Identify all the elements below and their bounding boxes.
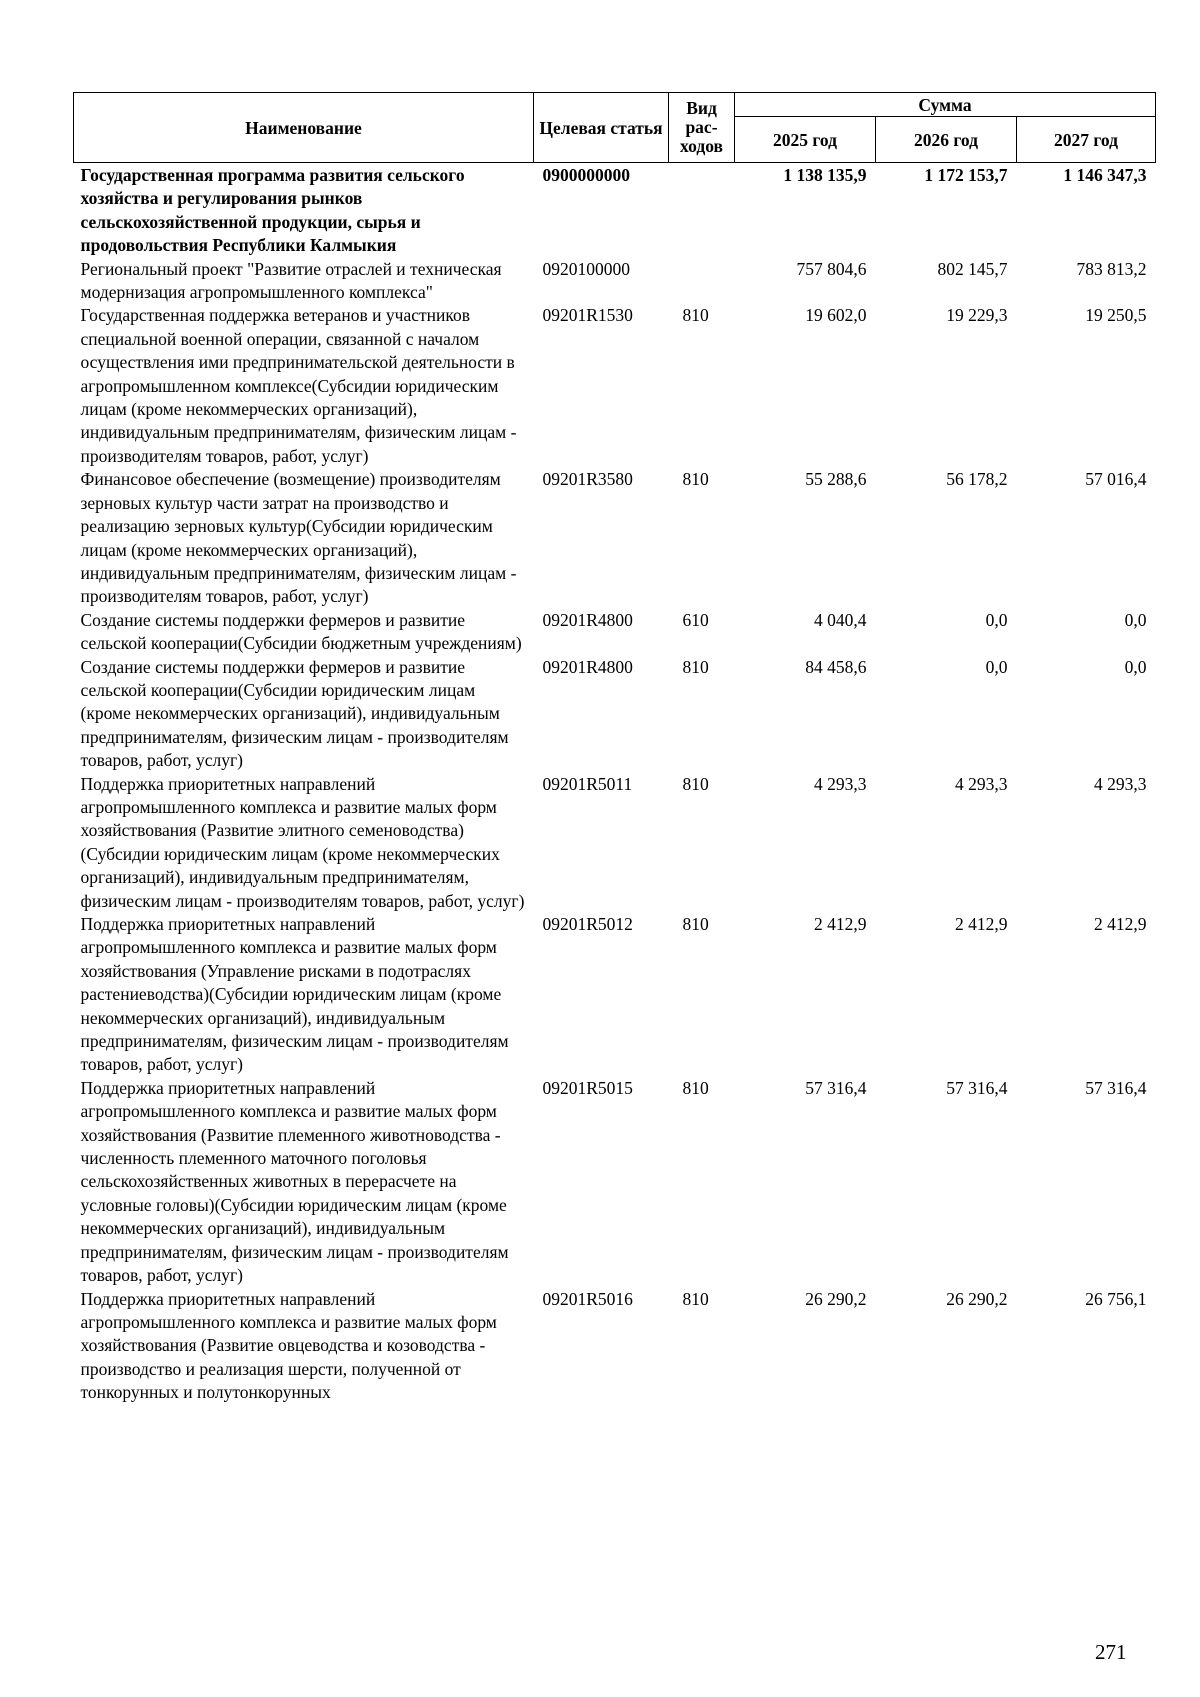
row-amount-2027: 0,0 xyxy=(1124,656,1147,677)
row-target-article: 09201R5011 xyxy=(542,773,633,794)
row-name: Поддержка приоритетных направлений агропромышленного комплекса и развитие малых форм хозяйствования (Развитие племенного животноводства - численность племенного маточного поголовья сельскохозяйственных животных в перерасчете на условные головы)(Субсидии юридическим лицам (кроме некоммерческих организаций), индивидуальным предпринимателям, физическим лицам - производителям товаров, работ, услуг) xyxy=(80,1077,509,1286)
table-header xyxy=(74,93,1156,163)
row-expense-type xyxy=(669,163,735,258)
row-name: Создание системы поддержки фермеров и развитие сельской кооперации(Субсидии юридическим лицам (кроме некоммерческих организаций), индивидуальным предпринимателям, физическим лицам - производителям товаров, работ, услуг) xyxy=(80,656,509,771)
row-name: Поддержка приоритетных направлений агропромышленного комплекса и развитие малых форм хозяйствования (Развитие овцеводства и козоводства - производство и реализация шерсти, полученной от тонкорунных и полутонкорунных xyxy=(80,1288,497,1403)
row-target-article: 09201R4800 xyxy=(542,609,633,630)
table-row xyxy=(74,304,1156,468)
table-row xyxy=(74,163,1156,258)
row-target-article: 0920100000 xyxy=(542,258,630,279)
row-amount-2027: 0,0 xyxy=(1124,609,1147,630)
row-expense-type: 810 xyxy=(682,773,709,794)
table-body xyxy=(74,163,1156,1405)
row-amount-2025: 2 412,9 xyxy=(814,914,867,934)
table-row xyxy=(74,258,1156,305)
row-target-article: 09201R3580 xyxy=(542,469,633,490)
row-expense-type: 810 xyxy=(682,1288,709,1309)
row-expense-type: 810 xyxy=(682,656,709,677)
row-name: Финансовое обеспечение (возмещение) производителям зерновых культур части затрат на производство и реализацию зерновых культур(Субсидии юридическим лицам (кроме некоммерческих организаций), индивидуальным предпринимателям, физическим лицам - производителям товаров, работ, услуг) xyxy=(80,469,517,607)
row-amount-2025: 55 288,6 xyxy=(805,469,867,490)
row-amount-2027: 2 412,9 xyxy=(1094,914,1147,934)
header-year-2026: 2026 год xyxy=(876,117,1017,163)
row-expense-type: 810 xyxy=(682,469,709,490)
row-amount-2026: 2 412,9 xyxy=(955,914,1008,934)
row-target-article: 0900000000 xyxy=(542,165,630,185)
header-year-2025: 2025 год xyxy=(735,117,876,163)
budget-table xyxy=(73,92,1156,1405)
row-expense-type: 810 xyxy=(682,305,709,326)
row-target-article: 09201R5016 xyxy=(542,1288,633,1309)
row-amount-2025: 1 138 135,9 xyxy=(783,165,867,185)
row-expense-type: 610 xyxy=(682,609,709,630)
row-amount-2025: 757 804,6 xyxy=(796,258,867,279)
row-amount-2026: 0,0 xyxy=(985,609,1008,630)
row-amount-2025: 26 290,2 xyxy=(805,1288,867,1309)
header-year-2027: 2027 год xyxy=(1017,117,1156,163)
row-amount-2026: 802 145,7 xyxy=(937,258,1008,279)
row-name: Поддержка приоритетных направлений агропромышленного комплекса и развитие малых форм хозяйствования (Управление рисками в подотраслях растениеводства)(Субсидии юридическим лицам (кроме некоммерческих организаций), индивидуальным предпринимателям, физическим лицам - производителям товаров, работ, услуг) xyxy=(80,914,509,1075)
row-amount-2026: 1 172 153,7 xyxy=(924,165,1008,185)
row-amount-2027: 57 016,4 xyxy=(1085,469,1147,490)
row-expense-type: 810 xyxy=(682,914,709,934)
row-amount-2025: 57 316,4 xyxy=(805,1077,867,1098)
header-name: Наименование xyxy=(74,93,534,163)
row-name: Региональный проект "Развитие отраслей и техническая модернизация агропромышленного комплекса" xyxy=(80,258,502,303)
row-target-article: 09201R4800 xyxy=(542,656,633,677)
row-amount-2027: 26 756,1 xyxy=(1085,1288,1147,1309)
row-expense-type xyxy=(669,258,735,305)
row-amount-2026: 26 290,2 xyxy=(946,1288,1008,1309)
table-row xyxy=(74,656,1156,773)
row-expense-type: 810 xyxy=(682,1077,709,1098)
table-row xyxy=(74,773,1156,913)
row-target-article: 09201R5015 xyxy=(542,1077,633,1098)
row-amount-2027: 57 316,4 xyxy=(1085,1077,1147,1098)
row-amount-2027: 783 813,2 xyxy=(1076,258,1147,279)
table-row xyxy=(74,1077,1156,1288)
row-amount-2026: 4 293,3 xyxy=(955,773,1008,794)
header-sum: Сумма xyxy=(735,93,1156,117)
row-amount-2027: 4 293,3 xyxy=(1094,773,1147,794)
row-name: Государственная поддержка ветеранов и участников специальной военной операции, связанной с началом осуществления ими предпринимательской деятельности в агропромышленном комплексе(Субсидии юридическим лицам (кроме некоммерческих организаций), индивидуальным предпринимателям, физическим лицам - производителям товаров, работ, услуг) xyxy=(80,305,517,466)
table-row xyxy=(74,468,1156,608)
row-amount-2025: 19 602,0 xyxy=(805,305,867,326)
table-row xyxy=(74,1288,1156,1405)
row-target-article: 09201R5012 xyxy=(542,914,633,934)
row-amount-2025: 4 293,3 xyxy=(814,773,867,794)
header-code: Целевая статья xyxy=(534,93,669,163)
row-name: Поддержка приоритетных направлений агропромышленного комплекса и развитие малых форм хозяйствования (Развитие элитного семеноводства)(Субсидии юридическим лицам (кроме некоммерческих организаций), индивидуальным предпринимателям, физическим лицам - производителям товаров, работ, услуг) xyxy=(80,773,525,911)
row-amount-2026: 57 316,4 xyxy=(946,1077,1008,1098)
page-number: 271 xyxy=(1095,1640,1127,1664)
row-name: Создание системы поддержки фермеров и развитие сельской кооперации(Субсидии бюджетным учреждениям) xyxy=(80,609,522,654)
row-amount-2027: 1 146 347,3 xyxy=(1063,165,1147,185)
row-amount-2025: 4 040,4 xyxy=(814,609,867,630)
row-amount-2025: 84 458,6 xyxy=(805,656,867,677)
table-row xyxy=(74,609,1156,656)
row-name: Государственная программа развития сельского хозяйства и регулирования рынков сельскохозяйственной продукции, сырья и продовольствия Республики Калмыкия xyxy=(80,165,465,256)
row-amount-2026: 0,0 xyxy=(985,656,1008,677)
row-amount-2026: 19 229,3 xyxy=(946,305,1008,326)
row-amount-2026: 56 178,2 xyxy=(946,469,1008,490)
table-row xyxy=(74,913,1156,1077)
row-amount-2027: 19 250,5 xyxy=(1085,305,1147,326)
header-expense-type: Вид рас-ходов xyxy=(669,93,735,163)
row-target-article: 09201R1530 xyxy=(542,305,633,326)
